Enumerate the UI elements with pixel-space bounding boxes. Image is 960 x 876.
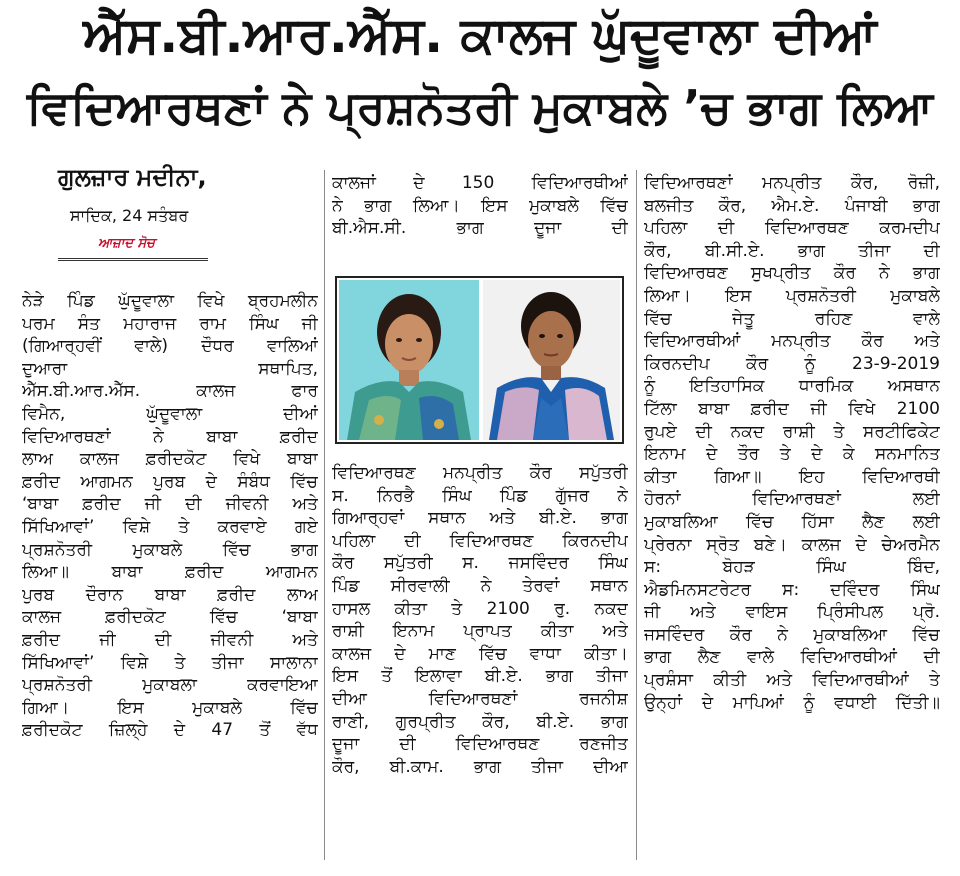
article-line: ਫ਼ਰੀਦ ਆਗਮਨ ਪੁਰਬ ਦੇ ਸੰਬੰਧ ਵਿੱਚ	[22, 471, 318, 492]
article-line: ਜੀ ਅਤੇ ਵਾਇਸ ਪ੍ਰਿੰਸੀਪਲ ਪ੍ਰੋ.	[644, 602, 940, 623]
article-line: ਭਾਗ ਲੈਣ ਵਾਲੇ ਵਿਦਿਆਰਥੀਆਂ ਦੀ	[644, 647, 940, 668]
byline-divider	[58, 258, 208, 261]
article-line: ਬਲਜੀਤ ਕੌਰ, ਐਮ.ਏ. ਪੰਜਾਬੀ ਭਾਗ	[644, 195, 940, 216]
article-line: ਐੱਸ.ਬੀ.ਆਰ.ਐੱਸ. ਕਾਲਜ ਫਾਰ	[22, 381, 318, 402]
article-line: ‘ਬਾਬਾ ਫ਼ਰੀਦ ਜੀ ਦੀ ਜੀਵਨੀ ਅਤੇ	[22, 494, 318, 515]
dateline: ਸਾਦਿਕ, 24 ਸਤੰਬਰ	[70, 206, 189, 225]
article-line: ਪ੍ਰਸ਼ਨੋਤਰੀ ਮੁਕਾਬਲੇ ਵਿੱਚ ਭਾਗ	[22, 539, 318, 560]
article-line: ਸ: ਬੋਹੜ ਸਿੰਘ ਬਿੰਦ,	[644, 557, 940, 578]
article-line: ਲਿਆ। ਇਸ ਪ੍ਰਸ਼ਨੋਤਰੀ ਮੁਕਾਬਲੇ	[644, 285, 940, 306]
column-divider-1	[324, 170, 325, 860]
column-divider-2	[636, 170, 637, 860]
article-line: ਦੁਆਰਾ ਸਥਾਪਿਤ,	[22, 358, 318, 379]
article-line: ਪਿੰਡ ਸੀਰਵਾਲੀ ਨੇ ਤੇਰਵਾਂ ਸਥਾਨ	[332, 575, 628, 596]
article-line: ਨੇੜੇ ਪਿੰਡ ਘੁੱਦੂਵਾਲਾ ਵਿਖੇ ਬ੍ਰਹਮਲੀਨ	[22, 291, 318, 311]
article-line: ਬੀ.ਐਸ.ਸੀ. ਭਾਗ ਦੂਜਾ ਦੀ	[332, 218, 628, 239]
headline-line-2: ਵਿਦਿਆਰਥਣਾਂ ਨੇ ਪ੍ਰਸ਼ਨੋਤਰੀ ਮੁਕਾਬਲੇ ’ਚ ਭਾਗ ਲਿਆ	[26, 80, 934, 134]
article-line: ਸ. ਨਿਰਭੈ ਸਿੰਘ ਪਿੰਡ ਗੁੱਜਰ ਨੇ	[332, 485, 628, 506]
article-line: ਨੇ ਭਾਗ ਲਿਆ। ਇਸ ਮੁਕਾਬਲੇ ਵਿੱਚ	[332, 195, 628, 216]
article-line: ਫ਼ਰੀਦਕੋਟ ਜ਼ਿਲ੍ਹੇ ਦੇ 47 ਤੋਂ ਵੱਧ	[22, 720, 318, 741]
article-line: ਪ੍ਰਸ਼ੰਸਾ ਕੀਤੀ ਅਤੇ ਵਿਦਿਆਰਥੀਆਂ ਤੇ	[644, 670, 940, 691]
article-line: ਜਸਵਿੰਦਰ ਕੌਰ ਨੇ ਮੁਕਾਬਲਿਆ ਵਿੱਚ	[644, 624, 940, 645]
article-line: ਹਾਸਲ ਕੀਤਾ ਤੇ 2100 ਰੁ. ਨਕਦ	[332, 598, 628, 619]
reporter-name: ਗੁਲਜ਼ਾਰ ਮਦੀਨਾ,	[58, 163, 207, 191]
article-line: ਉਨ੍ਹਾਂ ਦੇ ਮਾਪਿਆਂ ਨੂੰ ਵਧਾਈ ਦਿੱਤੀ॥	[644, 692, 940, 713]
article-line: ਸਿੱਖਿਆਵਾਂ’ ਵਿਸ਼ੇ ਤੇ ਕਰਵਾਏ ਗਏ	[22, 516, 318, 537]
article-line: ਪਹਿਲਾ ਦੀ ਵਿਦਿਆਰਥਣ ਕਿਰਨਦੀਪ	[332, 530, 628, 551]
article-line: ਗਿਆਰ੍ਹਵਾਂ ਸਥਾਨ ਅਤੇ ਬੀ.ਏ. ਭਾਗ	[332, 508, 628, 529]
newspaper-logo: ਆਜ਼ਾਦ ਸੋਚ	[98, 236, 155, 251]
article-line: ਲਿਆ॥ ਬਾਬਾ ਫ਼ਰੀਦ ਆਗਮਨ	[22, 562, 318, 583]
article-line: ਨੂੰ ਇਤਿਹਾਸਿਕ ਧਾਰਮਿਕ ਅਸਥਾਨ	[644, 376, 940, 397]
student-photo-1	[339, 280, 479, 440]
article-line: ਕਿਰਨਦੀਪ ਕੌਰ ਨੂੰ 23-9-2019	[644, 353, 940, 374]
article-line: ਪਰਮ ਸੰਤ ਮਹਾਰਾਜ ਰਾਮ ਸਿੰਘ ਜੀ	[22, 313, 318, 334]
article-line: ਕੀਤਾ ਗਿਆ॥ ਇਹ ਵਿਦਿਆਰਥੀ	[644, 466, 940, 487]
student-photos	[335, 276, 624, 444]
article-line: ਕਾਲਜ ਫ਼ਰੀਦਕੋਟ ਵਿੱਚ ‘ਬਾਬਾ	[22, 607, 318, 628]
article-column-3	[644, 172, 940, 714]
article-line: ਕੌਰ, ਬੀ.ਕਾਮ. ਭਾਗ ਤੀਜਾ ਦੀਆ	[332, 756, 628, 777]
article-line: ਟਿੱਲਾ ਬਾਬਾ ਫ਼ਰੀਦ ਜੀ ਵਿਖੇ 2100	[644, 398, 940, 419]
article-line: ਮੁਕਾਬਲਿਆ ਵਿੱਚ ਹਿੱਸਾ ਲੈਣ ਲਈ	[644, 511, 940, 532]
article-line: ਰੁਪਏ ਦੀ ਨਕਦ ਰਾਸ਼ੀ ਤੇ ਸਰਟੀਫਿਕੇਟ	[644, 421, 940, 442]
article-line: ਵਿਦਿਆਰਥਣਾਂ ਮਨਪ੍ਰੀਤ ਕੌਰ, ਰੋਜ਼ੀ,	[644, 173, 940, 193]
article-line: ਸਿੱਖਿਆਵਾਂ’ ਵਿਸ਼ੇ ਤੇ ਤੀਜਾ ਸਾਲਾਨਾ	[22, 652, 318, 673]
article-line: ਫ਼ਰੀਦ ਜੀ ਦੀ ਜੀਵਨੀ ਅਤੇ	[22, 629, 318, 650]
article-line: ਦੀਆ ਵਿਦਿਆਰਥਣਾਂ ਰਜਨੀਸ਼	[332, 688, 628, 709]
article-line: ਇਸ ਤੋਂ ਇਲਾਵਾ ਬੀ.ਏ. ਭਾਗ ਤੀਜਾ	[332, 666, 628, 687]
article-line: ਵਿਦਿਆਰਥਣ ਸੁਖਪ੍ਰੀਤ ਕੌਰ ਨੇ ਭਾਗ	[644, 263, 940, 284]
article-line: ਰਾਸ਼ੀ ਇਨਾਮ ਪ੍ਰਾਪਤ ਕੀਤਾ ਅਤੇ	[332, 621, 628, 642]
article-line: ਇਨਾਮ ਦੇ ਤੌਰ ਤੇ ਦੇ ਕੇ ਸਨਮਾਨਿਤ	[644, 444, 940, 465]
article-line: ਵਿਮੈਨ, ਘੁੱਦੂਵਾਲਾ ਦੀਆਂ	[22, 403, 318, 424]
article-line: ਵਿੱਚ ਜੇਤੂ ਰਹਿਣ ਵਾਲੇ	[644, 308, 940, 329]
article-line: ਦੂਜਾ ਦੀ ਵਿਦਿਆਰਥਣ ਰਣਜੀਤ	[332, 734, 628, 755]
article-line: ਕੌਰ ਸਪੁੱਤਰੀ ਸ. ਜਸਵਿੰਦਰ ਸਿੰਘ	[332, 553, 628, 574]
article-line: ਪ੍ਰੇਰਨਾ ਸ੍ਰੋਤ ਬਣੇ। ਕਾਲਜ ਦੇ ਚੇਅਰਮੈਨ	[644, 534, 940, 555]
article-line: ਪਹਿਲਾ ਦੀ ਵਿਦਿਆਰਥਣ ਕਰਮਦੀਪ	[644, 218, 940, 239]
article-line: ਪੁਰਬ ਦੌਰਾਨ ਬਾਬਾ ਫ਼ਰੀਦ ਲਾਅ	[22, 584, 318, 605]
article-line: ਗਿਆ। ਇਸ ਮੁਕਾਬਲੇ ਵਿੱਚ	[22, 697, 318, 718]
article-line: ਪ੍ਰਸ਼ਨੋਤਰੀ ਮੁਕਾਬਲਾ ਕਰਵਾਇਆ	[22, 675, 318, 696]
article-line: ਵਿਦਿਆਰਥਣ ਮਨਪ੍ਰੀਤ ਕੌਰ ਸਪੁੱਤਰੀ	[332, 463, 628, 483]
article-line: (ਗਿਆਰ੍ਹਵੀਂ ਵਾਲੇ) ਦੌਧਰ ਵਾਲਿਆਂ	[22, 336, 318, 357]
article-line: ਵਿਦਿਆਰਥੀਆਂ ਮਨਪ੍ਰੀਤ ਕੌਰ ਅਤੇ	[644, 331, 940, 352]
article-column-2-bottom	[332, 462, 628, 778]
article-line: ਐਡਮਿਨਸਟਰੇਟਰ ਸ: ਦਵਿੰਦਰ ਸਿੰਘ	[644, 579, 940, 600]
article-line: ਕਾਲਜਾਂ ਦੇ 150 ਵਿਦਿਆਰਥੀਆਂ	[332, 173, 628, 193]
article-line: ਵਿਦਿਆਰਥਣਾਂ ਨੇ ਬਾਬਾ ਫ਼ਰੀਦ	[22, 426, 318, 447]
headline-line-1: ਐੱਸ.ਬੀ.ਆਰ.ਐੱਸ. ਕਾਲਜ ਘੁੱਦੂਵਾਲਾ ਦੀਆਂ	[83, 6, 877, 64]
article-column-2-top	[332, 172, 628, 240]
article-line: ਲਾਅ ਕਾਲਜ ਫ਼ਰੀਦਕੋਟ ਵਿਖੇ ਬਾਬਾ	[22, 449, 318, 470]
article-line: ਹੋਰਨਾਂ ਵਿਦਿਆਰਥਣਾਂ ਲਈ	[644, 489, 940, 510]
student-photo-2	[483, 280, 620, 440]
article-column-1	[22, 290, 318, 742]
article-line: ਕੌਰ, ਬੀ.ਸੀ.ਏ. ਭਾਗ ਤੀਜਾ ਦੀ	[644, 240, 940, 261]
article-line: ਕਾਲਜ ਦੇ ਮਾਣ ਵਿੱਚ ਵਾਧਾ ਕੀਤਾ।	[332, 643, 628, 664]
article-line: ਰਾਣੀ, ਗੁਰਪ੍ਰੀਤ ਕੌਰ, ਬੀ.ਏ. ਭਾਗ	[332, 711, 628, 732]
